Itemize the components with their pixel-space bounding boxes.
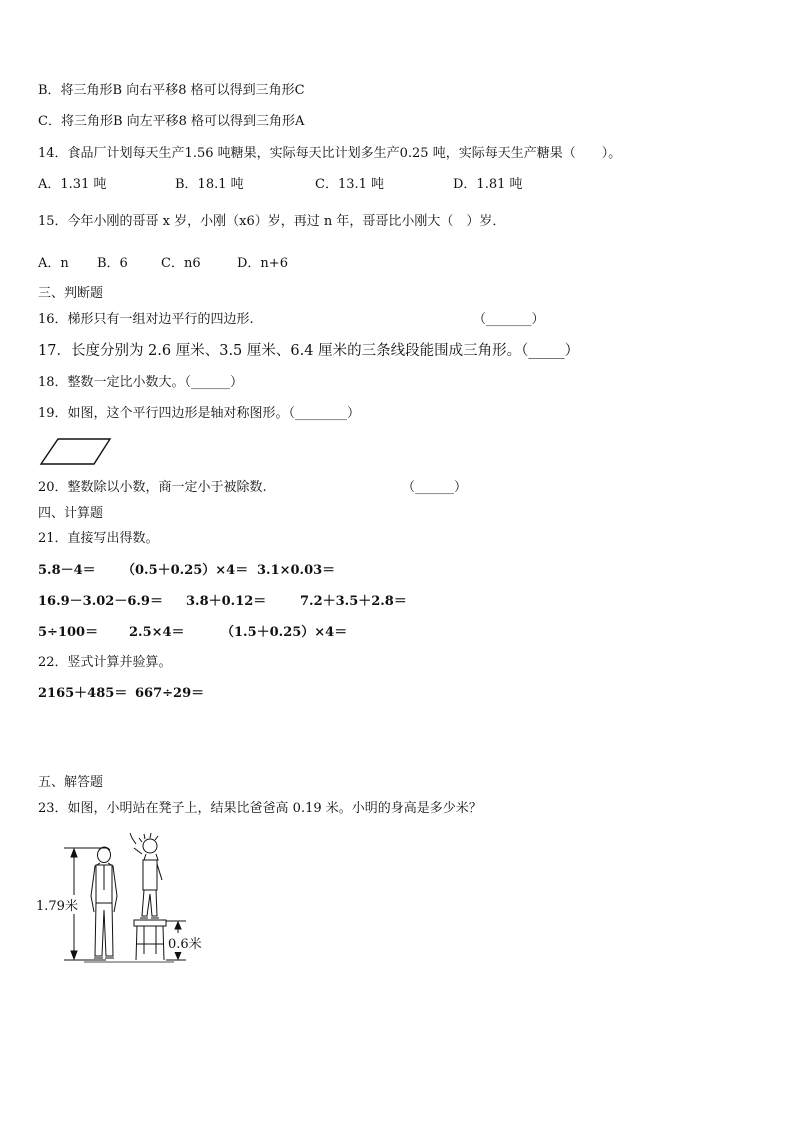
q15-option-b: B．6	[97, 256, 128, 271]
q22-item-2: 667÷29＝	[135, 686, 205, 701]
q15-option-c: C．n6	[161, 256, 201, 271]
q21-expr-3: 3.1×0.03＝	[257, 563, 336, 578]
q18-answer-blank: （______）	[184, 375, 244, 390]
q19-answer-blank: （________）	[288, 406, 361, 421]
q15-options	[38, 256, 288, 272]
q22-stem: 22．竖式计算并验算。	[38, 655, 172, 670]
q15-option-d: D．n+6	[237, 256, 288, 271]
q16-text: 16．梯形只有一组对边平行的四边形.	[38, 312, 254, 327]
dad-figure	[91, 847, 117, 958]
q21-row-2	[38, 594, 407, 610]
q17-text	[38, 343, 579, 359]
q19-stem: 19．如图，这个平行四边形是轴对称图形。	[38, 406, 289, 421]
q21-expr-4: 16.9－3.02－6.9＝	[38, 594, 163, 609]
q13-option-c: C．将三角形B 向左平移8 格可以得到三角形A	[38, 114, 305, 129]
q21-stem: 21．直接写出得数。	[38, 531, 159, 546]
section-4-title: 四、计算题	[38, 506, 104, 521]
q15-option-a: A．n	[38, 256, 69, 271]
section-5-title: 五、解答题	[38, 775, 104, 790]
q17-stem: 17．长度分别为 2.6 厘米、3.5 厘米、6.4 厘米的三条线段能围成三角形。	[38, 343, 522, 359]
q13-option-b: B．将三角形B 向右平移8 格可以得到三角形C	[38, 83, 305, 98]
q21-expr-9: （1.5＋0.25）×4＝	[221, 625, 348, 640]
q21-expr-2: （0.5＋0.25）×4＝	[122, 563, 249, 578]
q14-options	[38, 177, 523, 193]
q21-expr-7: 5÷100＝	[38, 625, 99, 640]
q14-option-a: A．1.31 吨	[38, 177, 107, 192]
xiaoming-figure	[130, 833, 162, 918]
stool-height-label: 0.6米	[168, 933, 202, 952]
q20-answer-blank: （______）	[402, 480, 468, 495]
stool-figure	[134, 920, 166, 960]
q21-row-1	[38, 563, 335, 579]
q23-stem: 23．如图，小明站在凳子上，结果比爸爸高 0.19 米。小明的身高是多少米？	[38, 801, 482, 816]
q22-item-1: 2165＋485＝	[38, 686, 128, 701]
dad-height-label: 1.79米	[36, 895, 78, 914]
section-3-title: 三、判断题	[38, 286, 104, 301]
q21-expr-5: 3.8＋0.12＝	[186, 594, 267, 609]
q21-expr-6: 7.2＋3.5＋2.8＝	[300, 594, 407, 609]
q15-stem: 15．今年小刚的哥哥 x 岁，小刚（x6）岁，再过 n 年，哥哥比小刚大（ ）岁．	[38, 214, 506, 229]
q14-option-c: C．13.1 吨	[315, 177, 385, 192]
parallelogram-figure	[38, 437, 114, 467]
q21-expr-1: 5.8－4＝	[38, 563, 96, 578]
q22-items	[38, 686, 204, 702]
q18-text	[38, 375, 243, 391]
q19-text	[38, 406, 360, 422]
q21-expr-8: 2.5×4＝	[129, 625, 185, 640]
q14-option-d: D．1.81 吨	[453, 177, 523, 192]
q14-stem: 14．食品厂计划每天生产1.56 吨糖果，实际每天比计划多生产0.25 吨，实际每天生产糖果（ ）。	[38, 146, 622, 161]
q20-text: 20．整数除以小数，商一定小于被除数.	[38, 480, 267, 495]
q14-option-b: B．18.1 吨	[175, 177, 244, 192]
q16-answer-blank: （_______）	[473, 312, 545, 327]
q17-answer-blank: （_____）	[521, 343, 580, 359]
q21-row-3	[38, 625, 347, 641]
q18-stem: 18．整数一定比小数大。	[38, 375, 185, 390]
